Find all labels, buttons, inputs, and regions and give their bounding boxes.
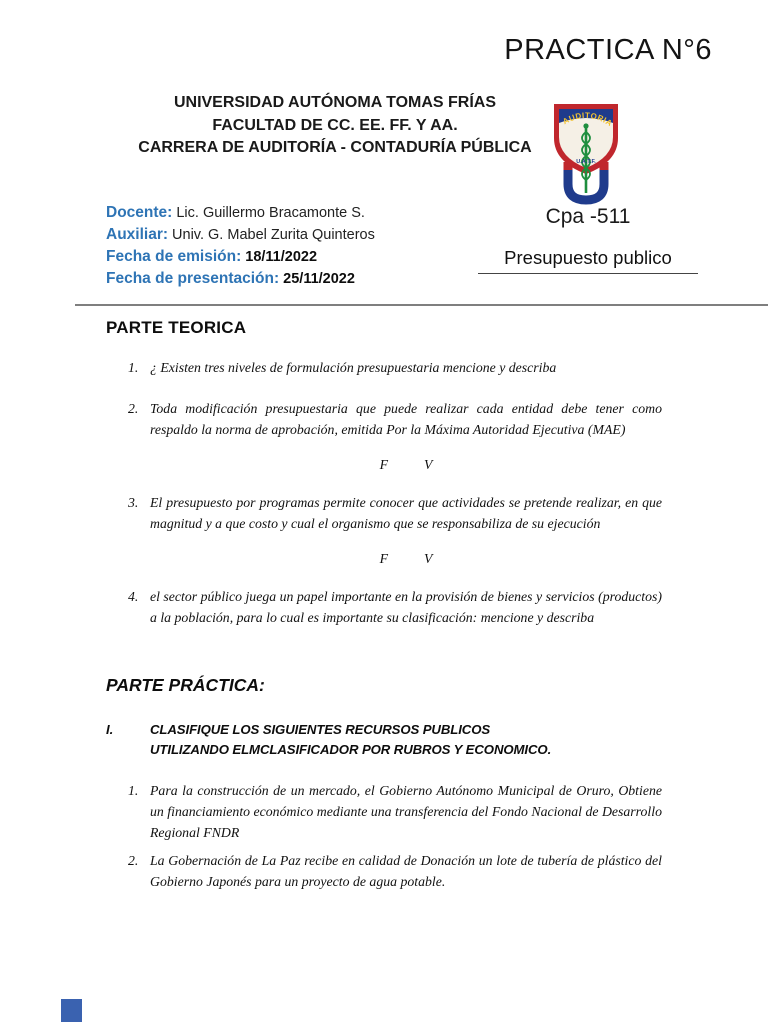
- true-false-options: [150, 457, 662, 473]
- auxiliar-label: Auxiliar:: [106, 226, 169, 243]
- theory-item-2: [106, 399, 662, 441]
- false-option: F: [379, 456, 388, 472]
- logo-acronym: U.A.T.F.: [576, 159, 596, 165]
- item-number: 2.: [128, 400, 139, 416]
- practice-item-2: [106, 851, 662, 893]
- practice-section-heading: PARTE PRÁCTICA:: [106, 674, 265, 695]
- fecha-presentacion-value: 25/11/2022: [279, 271, 355, 287]
- faculty-name: FACULTAD DE CC. EE. FF. Y AA.: [212, 116, 458, 134]
- docente-row: [106, 202, 375, 224]
- true-option: V: [424, 550, 433, 566]
- item-text: ¿ Existen tres niveles de formulación presupuestaria mencione y describa: [150, 360, 557, 375]
- false-option: F: [379, 550, 388, 566]
- fecha-presentacion-label: Fecha de presentación:: [106, 270, 280, 287]
- university-crest-icon: [546, 100, 626, 205]
- theory-item-3: [106, 493, 662, 535]
- item-text: La Gobernación de La Paz recibe en calidad de Donación un lote de tubería de plástico del Gobierno Japonés para un proyecto de agua potable.: [150, 853, 662, 890]
- true-option: V: [424, 456, 433, 472]
- blue-square-artifact: [61, 999, 82, 1022]
- theory-section-heading: PARTE TEORICA: [106, 318, 247, 337]
- course-info-block: [106, 202, 375, 290]
- course-code: Cpa -511: [545, 205, 631, 228]
- item-text: el sector público juega un papel importante en la provisión de bienes y servicios (productos) a la población, para lo cual es importante su clasificación: mencione y describa: [150, 588, 662, 625]
- document-title: PRACTICA N°6: [504, 34, 712, 66]
- fecha-presentacion-row: [106, 268, 375, 290]
- horizontal-divider: [75, 304, 768, 306]
- true-false-options: [150, 551, 662, 567]
- docente-value: Lic. Guillermo Bracamonte S.: [172, 205, 365, 221]
- practice-instruction: [106, 720, 662, 760]
- theory-item-1: [106, 358, 662, 379]
- practice-item-1: [106, 781, 662, 844]
- career-name: CARRERA DE AUDITORÍA - CONTADURÍA PÚBLICA: [138, 139, 532, 157]
- auxiliar-row: [106, 224, 375, 246]
- item-number: 4.: [128, 588, 139, 604]
- theory-item-4: [106, 587, 662, 629]
- course-name: Presupuesto publico: [478, 247, 698, 274]
- fecha-emision-row: [106, 246, 375, 268]
- instruction-text: CLASIFIQUE LOS SIGUIENTES RECURSOS PUBLICOS UTILIZANDO ELMCLASIFICADOR POR RUBROS Y ECONOMICO.: [150, 721, 552, 757]
- item-number: 1.: [128, 783, 139, 799]
- fecha-emision-value: 18/11/2022: [241, 249, 318, 265]
- document-body: [106, 318, 662, 893]
- institution-header: [110, 92, 560, 160]
- logo-arc-text: AUDITORIA: [561, 110, 615, 129]
- item-number: 3.: [128, 494, 139, 510]
- item-number: 2.: [128, 853, 139, 869]
- fecha-emision-label: Fecha de emisión:: [106, 248, 242, 265]
- item-text: El presupuesto por programas permite conocer que actividades se pretende realizar, en que magnitud y a que costo y cual el organismo que se responsabiliza de su ejecución: [150, 494, 662, 531]
- item-text: Toda modificación presupuestaria que puede realizar cada entidad debe tener como respaldo la norma de aprobación, emitida Por la Máxima Autoridad Ejecutiva (MAE): [150, 400, 662, 437]
- item-number: 1.: [128, 360, 139, 375]
- university-name: UNIVERSIDAD AUTÓNOMA TOMAS FRÍAS: [173, 94, 497, 111]
- roman-numeral: I.: [106, 721, 114, 737]
- docente-label: Docente:: [106, 204, 173, 221]
- item-text: Para la construcción de un mercado, el Gobierno Autónomo Municipal de Oruro, Obtiene un financiamiento económico mediante una transferencia del Fondo Nacional de Desarrollo Regional FNDR: [150, 783, 662, 841]
- auxiliar-value: Univ. G. Mabel Zurita Quinteros: [168, 227, 375, 243]
